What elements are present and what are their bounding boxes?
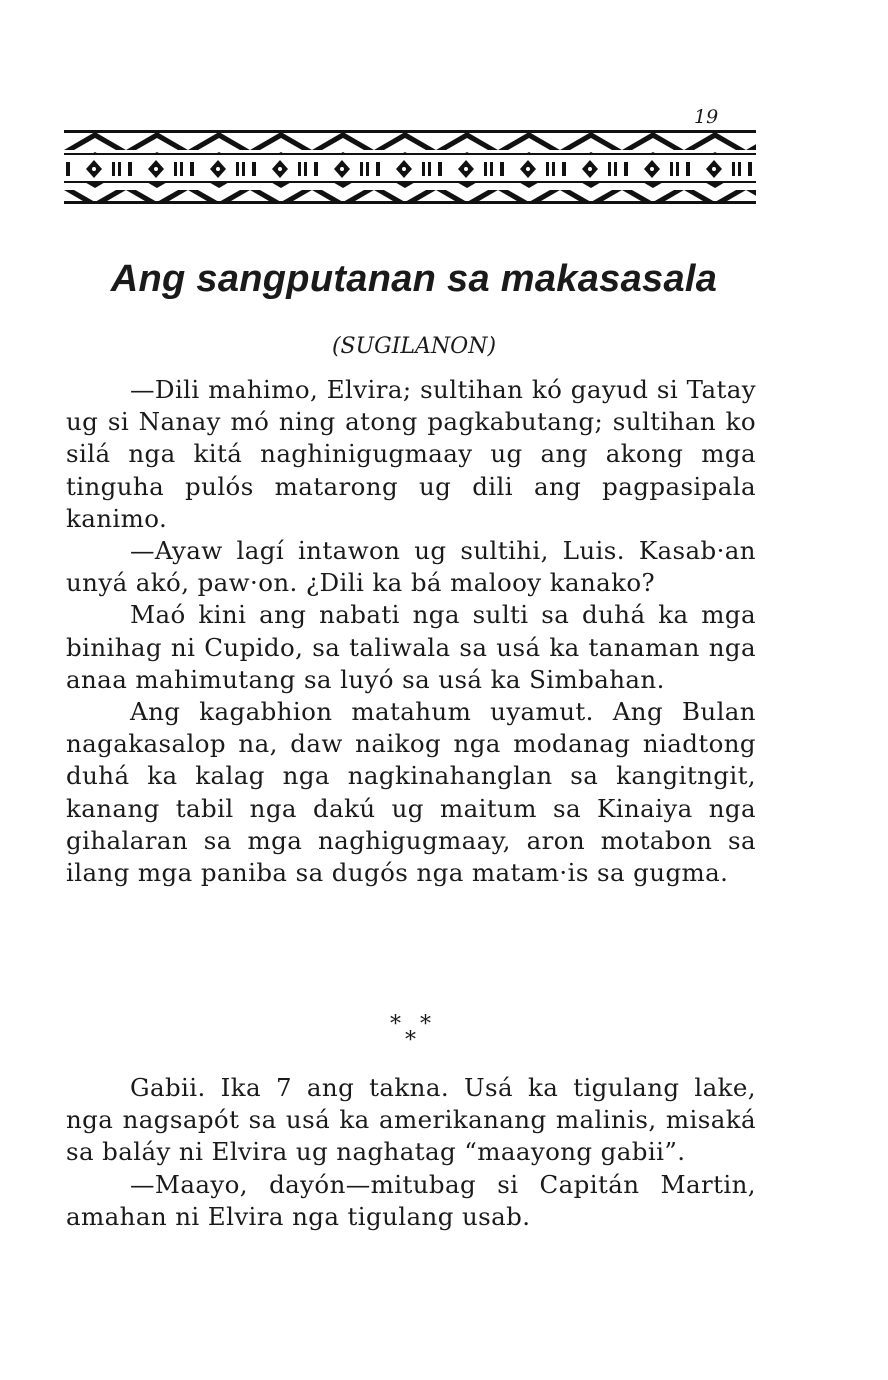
story-title: Ang sangputanan sa makasasala — [110, 258, 718, 300]
story-body-part-1 — [66, 374, 756, 889]
paragraph: —Ayaw lagí intawon ug sultihi, Luis. Kasab·an unyá akó, paw·on. ¿Dili ka bá malooy kanako? — [66, 536, 756, 598]
paragraph: —Maayo, dayón—mitubag si Capitán Martin, amahan ni Elvira nga tigulang usab. — [66, 1169, 756, 1231]
paragraph: Gabii. Ika 7 ang takna. Usá ka tigulang lake, nga nagsapót sa usá ka amerikanang malinis, misaká sa baláy ni Elvira ug naghatag “maayong gabii”. — [66, 1073, 756, 1167]
page-number: 19 — [694, 106, 719, 128]
story-subtitle: (SUGILANON) — [331, 334, 497, 359]
paragraph: Ang kagabhion matahum uyamut. Ang Bulan nagakasalop na, daw naikog nga modanag niadtong duhá ka kalag nga nagkinahanglan sa kangitngit, kanang tabil nga dakú ug maitum sa Kinaiya nga gihalaran sa mga naghigugmaay, aron motabon sa ilang mga paniba sa dugós nga matam·is sa gugma. — [66, 697, 756, 888]
paragraph: Maó kini ang nabati nga sulti sa duhá ka mga binihag ni Cupido, sa taliwala sa usá ka tanaman nga anaa mahimutang sa luyó sa usá ka Simbahan. — [66, 600, 756, 694]
asterisk: * — [405, 1028, 416, 1053]
asterisk: * — [390, 1012, 401, 1037]
ornamental-header-band — [64, 130, 756, 204]
asterisk: * — [420, 1012, 431, 1037]
section-break-asterisks — [380, 1012, 440, 1052]
paragraph: —Dili mahimo, Elvira; sultihan kó gayud si Tatay ug si Nanay mó ning atong pagkabutang; sultihan ko silá nga kitá naghinigugmaay ug ang akong mga tinguha pulós matarong ug dili ang pagpasipala kanimo. — [66, 375, 756, 533]
story-body-part-2 — [66, 1072, 756, 1233]
